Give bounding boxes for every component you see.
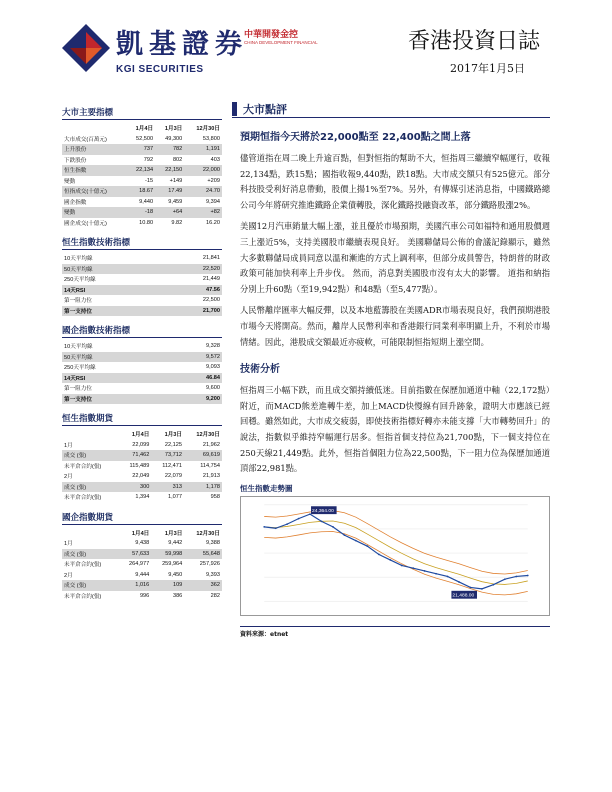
row-value: 9,200 (168, 394, 222, 405)
row-label: 10天平均線 (64, 344, 93, 351)
series-line (264, 514, 528, 589)
row-label: 變動 (62, 207, 126, 218)
table-row (62, 591, 222, 602)
hsi-technical (62, 236, 222, 316)
paragraph-2: 美國12月汽車銷量大幅上漲，並且優於市場預期，美國汽車公司如福特和通用股價週三上漲近5%，支持美國股市繼續表現良好。 美國聯儲局公佈的會議記錄顯示，雖然大多數聯儲局成員同意以溫和漸進的方式上調利率，但部分成員警告，特朗普的財政政策可能加快利率上升步伐。 然而，消息對美國股市沒有太大的影響。 道指和納指分別上升60點（至19,942點）和48點（至5,477點）。 (240, 221, 550, 294)
table-row (62, 559, 222, 570)
row-value: 9,442 (168, 540, 183, 547)
row-value: 22,520 (163, 264, 222, 275)
row-label: 成交 (張) (62, 580, 118, 591)
low-label: 21,488.00 (452, 593, 475, 599)
hsce-futures-table (62, 528, 222, 602)
row-label: 1月 (64, 442, 73, 449)
header-cell (62, 429, 119, 440)
table-row (62, 482, 222, 493)
hsce-technical (62, 324, 222, 404)
table-row (62, 373, 222, 384)
row-label: 第一阻力位 (64, 386, 92, 393)
chart-title: 恒生指數走勢圖 (240, 483, 293, 493)
row-label: 上升股份 (62, 144, 126, 155)
paragraph-3: 人民幣離岸匯率大幅反彈，以及本地藍籌股在美國ADR市場表現良好，我們預期港股市場今天將開高。然而，離岸人民幣利率和香港銀行同業利率明顯上升，不利於市場情緒。因此，港股成交額最近亦疲軟，可能限制恒指短期上漲空間。 (240, 305, 550, 347)
header-cell: 12月30日 (196, 530, 220, 537)
row-value: 71,462 (119, 450, 152, 461)
row-value: 9,440 (139, 198, 154, 205)
row-value: 9,388 (206, 540, 220, 547)
row-value: 313 (151, 482, 184, 493)
row-label: 第一支持位 (62, 394, 168, 405)
row-label: 14天RSI (62, 285, 163, 296)
row-value: 802 (172, 156, 183, 163)
row-value: 73,712 (151, 450, 184, 461)
data-point (263, 526, 265, 528)
row-label: 未平倉合約(張) (64, 593, 102, 600)
row-label: 國企成交(十億元) (64, 220, 107, 227)
row-value: 21,841 (202, 255, 220, 262)
row-value: 49,300 (165, 135, 183, 142)
row-value: 16.20 (206, 219, 220, 226)
table-row (62, 197, 222, 208)
row-label: 50天平均線 (62, 264, 163, 275)
table-row (62, 207, 222, 218)
row-label: 第一阻力位 (64, 298, 92, 305)
table-row (62, 295, 222, 306)
row-label: 成交 (張) (62, 450, 119, 461)
data-point (401, 564, 403, 566)
table-row (62, 549, 222, 560)
tech-title: 技術分析 (240, 364, 280, 376)
kgi-logo-icon (62, 24, 110, 72)
row-label: 250天平均線 (64, 277, 96, 284)
header-cell: 1月4日 (135, 126, 154, 133)
paragraph-4: 恒指周三小幅下跌，而且成交額持續低迷。目前指數在保歷加通道中軸（22,172點）附近，而MACD熊差進轉牛差，加上MACD快慢線有回升跡象，證明大市應該已經回穩。雖然如此，大市成交疲弱，即使技術指標好轉亦未能支撐「大市轉勢回升」的說法，指數似乎維持窄幅運行居多。恒指首個支持位為21,700點，下一個支持位在250天線21,449點。此外，恒指首個阻力位為22,500點，下一阻力位為保歷加通道頂部22,981點。 (240, 385, 550, 474)
table-row (62, 394, 222, 405)
data-point (366, 545, 368, 547)
header-cell: 1月3日 (164, 126, 183, 133)
row-value: 22,049 (132, 473, 150, 480)
row-value: 9,393 (206, 571, 220, 578)
table-row (62, 285, 222, 296)
row-label: 未平倉合約(張) (64, 562, 102, 569)
table-row (62, 165, 222, 176)
row-label: 2月 (64, 474, 73, 481)
data-point (447, 575, 449, 577)
table-row (62, 440, 222, 451)
row-value: 55,648 (184, 549, 222, 560)
row-value: 737 (126, 144, 155, 155)
table-row (62, 570, 222, 581)
data-point (321, 520, 323, 522)
table-row (62, 352, 222, 363)
market-indicators (62, 106, 222, 228)
table-header (62, 123, 222, 134)
row-value: 9,444 (135, 571, 150, 578)
row-value: 9,093 (206, 364, 220, 371)
row-value: 18.67 (126, 186, 155, 197)
row-value: 22,099 (132, 441, 150, 448)
row-label: 成交 (張) (62, 549, 118, 560)
row-value: 9.82 (171, 219, 183, 226)
table-row (62, 492, 222, 503)
header-cell: 1月4日 (131, 530, 150, 537)
row-value: 69,619 (184, 450, 222, 461)
row-value: 46.84 (168, 373, 222, 384)
table-row (62, 538, 222, 549)
row-value: 282 (210, 592, 220, 599)
commentary-header (232, 100, 550, 118)
table-row (62, 253, 222, 264)
table-row (62, 218, 222, 229)
data-point (389, 559, 391, 561)
table-row (62, 155, 222, 166)
market-table (62, 123, 222, 228)
row-value: +149 (169, 177, 183, 184)
paragraph-1: 儘管道指在周二晚上升逾百點，但對恒指的幫助不大，恒指周三繼續窄幅運行，收報22,134點，跌15點；國指收報9,440點，跌18點。大市成交額只有525億元。部分科技股受利好消息帶動，股價上揚1%至7%。另外，有傳媒引述消息指，中國鐵路總公司今年將研究推進鐵路企業債轉股，深化鐵路投融資改革，部分鐵路股漲2%。 (240, 153, 550, 210)
row-value: +209 (207, 177, 220, 184)
data-point (275, 527, 277, 529)
group-name-en: CHINA DEVELOPMENT FINANCIAL (244, 40, 318, 45)
table-row (62, 461, 222, 472)
table-row (62, 306, 222, 317)
row-label: 變動 (64, 178, 76, 185)
row-value: 115,489 (129, 462, 150, 469)
row-value: 1,016 (118, 580, 151, 591)
data-point (424, 570, 426, 572)
section-title: 大市主要指標 (62, 106, 222, 120)
row-value: 22,500 (202, 297, 220, 304)
hsi-futures-table (62, 429, 222, 503)
section-title: 恒生指數期貨 (62, 412, 222, 426)
hsce-futures (62, 511, 222, 602)
table-row (62, 186, 222, 197)
row-value: 9,438 (135, 540, 150, 547)
table-row (62, 274, 222, 285)
header-cell: 1月3日 (164, 432, 183, 439)
data-point (481, 588, 483, 590)
hsi-futures (62, 412, 222, 503)
row-value: 22,150 (155, 165, 184, 176)
table-row (62, 383, 222, 394)
row-value: 22,000 (184, 165, 222, 176)
row-label: 大市成交(百萬元) (64, 136, 107, 143)
row-value: 24.70 (184, 186, 222, 197)
table-header (62, 429, 222, 440)
row-value: 17.49 (155, 186, 184, 197)
row-value: 22,125 (164, 441, 183, 448)
data-point (492, 584, 494, 586)
header-cell: 1月4日 (131, 432, 150, 439)
row-value: 9,328 (206, 343, 220, 350)
header-cell (62, 528, 118, 539)
row-label: 恒指成交(十億元) (62, 186, 126, 197)
page-title: 香港投資日誌 (408, 29, 541, 54)
row-value: 264,977 (129, 561, 150, 568)
data-point (458, 581, 460, 583)
headline: 預期恒指今天將於22,000點至 22,400點之間上落 (240, 132, 471, 143)
row-value: 792 (143, 156, 154, 163)
row-value: 386 (172, 592, 183, 599)
data-point (332, 526, 334, 528)
row-value: 1,191 (184, 144, 222, 155)
row-value: 403 (210, 156, 220, 163)
row-label: 10天平均線 (64, 256, 93, 263)
table-row (62, 144, 222, 155)
row-label: 50天平均線 (62, 352, 168, 363)
row-value: 1,077 (168, 494, 183, 501)
row-value: 300 (119, 482, 152, 493)
row-value: 958 (210, 494, 220, 501)
high-label: 24,364.00 (312, 508, 334, 514)
row-label: 250天平均線 (64, 365, 96, 372)
table-row (62, 134, 222, 145)
data-point (298, 517, 300, 519)
row-label: 成交 (張) (62, 482, 119, 493)
commentary-title: 大市點評 (243, 102, 287, 116)
row-value: 112,471 (162, 462, 183, 469)
row-value: 53,800 (202, 135, 220, 142)
row-value: 22,079 (164, 473, 183, 480)
data-point (470, 586, 472, 588)
band-upper-line (264, 510, 528, 573)
row-value: -15 (145, 177, 154, 184)
hsi-chart (240, 496, 550, 616)
row-label: 未平倉合約(張) (64, 495, 102, 502)
row-value: 114,754 (200, 462, 220, 469)
row-label: 下跌股份 (64, 157, 87, 164)
table-row (62, 580, 222, 591)
brand-name: 凱基證券 (116, 29, 248, 60)
page-header (0, 0, 612, 90)
header-cell (62, 123, 126, 134)
table-row (62, 362, 222, 373)
row-value: 996 (139, 592, 150, 599)
row-value: 21,700 (163, 306, 222, 317)
row-value: 9,394 (206, 198, 220, 205)
row-value: 10.80 (139, 219, 154, 226)
row-value: 362 (184, 580, 222, 591)
source-note: 資料來源：etnet (240, 626, 550, 638)
section-title: 國企指數期貨 (62, 511, 222, 525)
data-point (515, 575, 517, 577)
data-point (504, 578, 506, 580)
row-value: 257,926 (199, 561, 220, 568)
row-value: 9,459 (168, 198, 183, 205)
row-label: 國企指數 (64, 199, 87, 206)
row-label: 未平倉合約(張) (64, 463, 102, 470)
row-value: 109 (151, 580, 184, 591)
moving-average-line (264, 521, 528, 584)
row-label: 2月 (64, 572, 73, 579)
row-value: +64 (155, 207, 184, 218)
page-date: 2017年1月5日 (450, 62, 525, 75)
main-content (232, 100, 550, 638)
data-point (527, 574, 529, 576)
row-value: 782 (155, 144, 184, 155)
row-value: 1,178 (184, 482, 222, 493)
table-row (62, 341, 222, 352)
data-point (378, 553, 380, 555)
table-row (62, 264, 222, 275)
data-point (309, 513, 311, 515)
data-point (286, 523, 288, 525)
left-sidebar (62, 106, 222, 609)
header-cell: 12月30日 (196, 432, 220, 439)
row-value: 9,450 (168, 571, 183, 578)
data-point (355, 539, 357, 541)
row-value: +82 (184, 207, 222, 218)
row-value: 21,913 (202, 473, 220, 480)
row-value: 57,633 (118, 549, 151, 560)
row-value: 259,964 (162, 561, 183, 568)
row-value: 9,572 (168, 352, 222, 363)
row-value: 21,962 (202, 441, 220, 448)
data-point (435, 573, 437, 575)
group-name: 中華開發金控 (244, 30, 299, 40)
row-label: 恒生指數 (62, 165, 126, 176)
table-row (62, 176, 222, 187)
data-point (344, 534, 346, 536)
hsi-tech-table (62, 253, 222, 316)
row-label: 1月 (64, 541, 73, 548)
header-cell: 12月30日 (196, 126, 220, 133)
row-value: 47.56 (163, 285, 222, 296)
data-point (412, 567, 414, 569)
row-value: 21,449 (202, 276, 220, 283)
row-value: 59,998 (151, 549, 184, 560)
table-header (62, 528, 222, 539)
table-row (62, 450, 222, 461)
table-row (62, 471, 222, 482)
section-title: 恒生指數技術指標 (62, 236, 222, 250)
row-value: -18 (126, 207, 155, 218)
row-value: 52,500 (135, 135, 154, 142)
row-value: 22,134 (126, 165, 155, 176)
row-value: 1,394 (135, 494, 150, 501)
brand-name-en: KGI SECURITIES (116, 64, 204, 75)
row-value: 9,600 (206, 385, 220, 392)
header-cell: 1月3日 (164, 530, 183, 537)
hsce-tech-table (62, 341, 222, 404)
row-label: 第一支持位 (62, 306, 163, 317)
section-title: 國企指數技術指標 (62, 324, 222, 338)
row-label: 14天RSI (62, 373, 168, 384)
section-bar (232, 102, 237, 116)
